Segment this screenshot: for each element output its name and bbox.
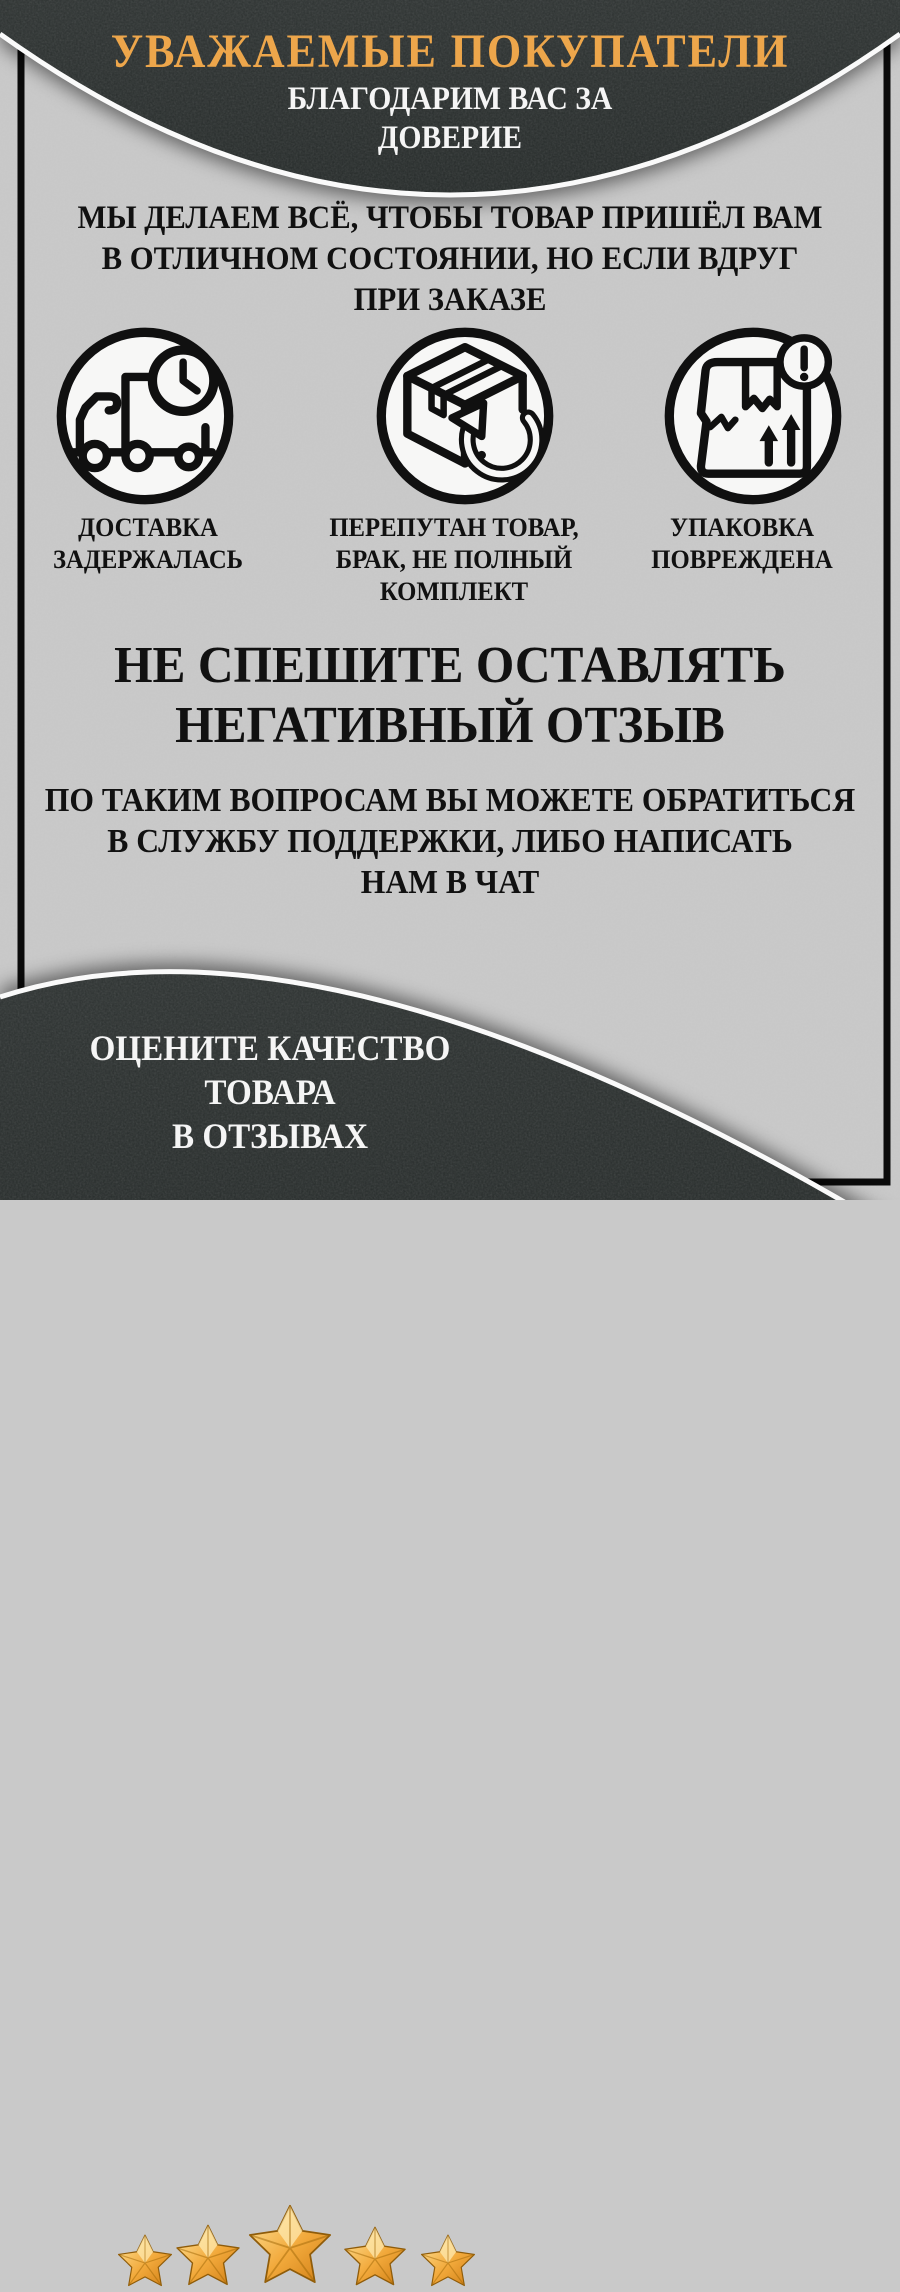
issue-label-line: ЗАДЕРЖАЛАСЬ [52,545,244,574]
support-line: ПО ТАКИМ ВОПРОСАМ ВЫ МОЖЕТЕ ОБРАТИТЬСЯ [44,782,856,819]
issue-label-line: ПЕРЕПУТАН ТОВАР, [329,513,579,542]
issue-label-line: ПОВРЕЖДЕНА [651,545,833,574]
warning-heading [23,636,878,756]
warning-line: НЕГАТИВНЫЙ ОТЗЫВ [175,697,725,754]
warning-line: НЕ СПЕШИТЕ ОСТАВЛЯТЬ [114,637,786,694]
header-subtitle-line: ДОВЕРИЕ [377,120,523,156]
intro-line: МЫ ДЕЛАЕМ ВСЁ, ЧТОБЫ ТОВАР ПРИШЁЛ ВАМ [77,200,823,236]
footer-title-line: В ОТЗЫВАХ [171,1116,369,1156]
issue-label-line: ДОСТАВКА [78,513,218,542]
support-line: В СЛУЖБУ ПОДДЕРЖКИ, ЛИБО НАПИСАТЬ [107,823,793,860]
issue-label-line: БРАК, НЕ ПОЛНЫЙ [335,545,573,574]
star-icon [342,2226,408,2292]
box-return-arrow-icon [372,323,558,509]
header-subtitle [45,80,855,158]
page-title: УВАЖАЕМЫЕ ПОКУПАТЕЛИ [110,25,790,78]
issue-label-line: КОМПЛЕКТ [379,577,529,606]
star-icon [419,2234,477,2292]
star-icon [116,2234,174,2292]
header-subtitle-line: БЛАГОДАРИМ ВАС ЗА [287,81,613,117]
issue-label-wrong-item [312,512,597,608]
footer-title-line: ОЦЕНИТЕ КАЧЕСТВО ТОВАРА [89,1028,451,1112]
issue-label-delivery [6,512,291,576]
support-paragraph [32,780,869,903]
issue-label-damaged-packaging [600,512,885,576]
intro-line: В ОТЛИЧНОМ СОСТОЯНИИ, НО ЕСЛИ ВДРУГ [101,241,799,277]
support-line: НАМ В ЧАТ [360,864,540,901]
star-icon [174,2224,242,2292]
star-icon [246,2204,334,2292]
issue-label-line: УПАКОВКА [670,513,814,542]
intro-line: ПРИ ЗАКАЗЕ [353,282,547,318]
rating-stars [0,1100,560,1200]
damaged-package-icon [660,323,846,509]
delivery-truck-clock-icon [52,323,238,509]
intro-paragraph [32,198,869,321]
